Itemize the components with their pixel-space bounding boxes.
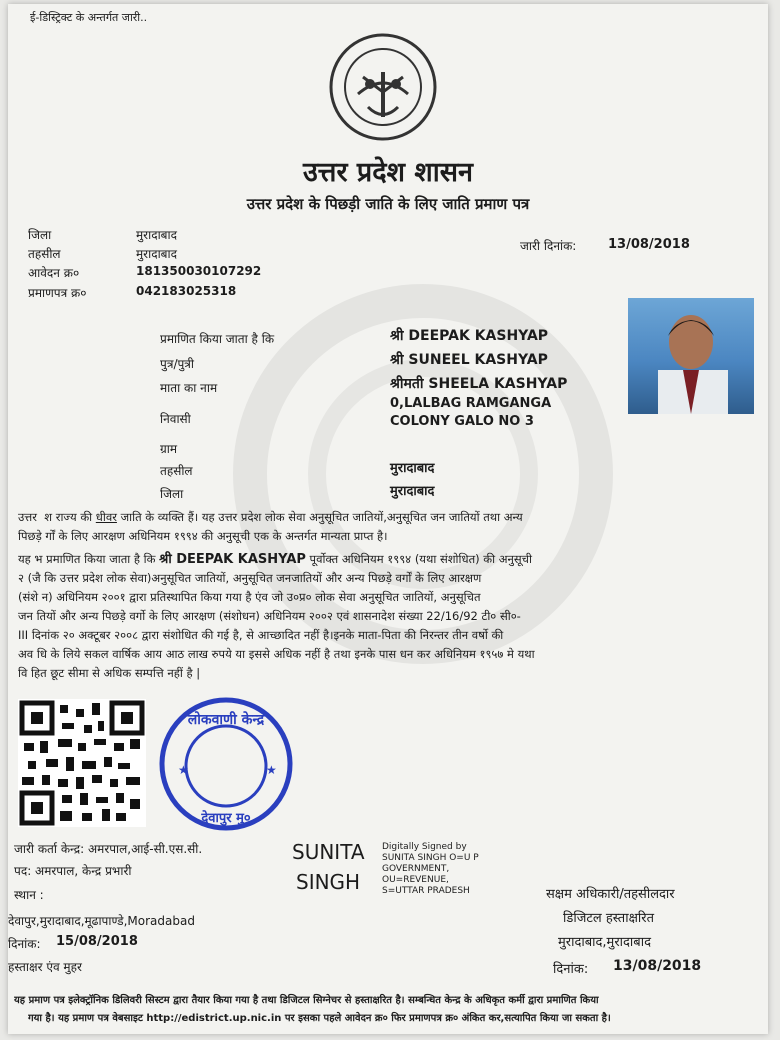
digital-sign-line-3: GOVERNMENT, [382, 864, 450, 874]
up-government-seal-icon [328, 32, 438, 142]
signer-name-1: SUNITA [292, 840, 365, 864]
issuer-centre: जारी कर्ता केन्द्र: अमरपाल,आई-सी.एस.सी. [14, 842, 203, 856]
digital-sign-line-1: Digitally Signed by [382, 842, 467, 852]
detail-tehsil-label: तहसील [160, 464, 193, 478]
issuer-date-label: दिनांक: [8, 937, 41, 951]
header-note: ई-डिस्ट्रिक्ट के अन्तर्गत जारी.. [30, 11, 148, 24]
issue-date-label: जारी दिनांक: [520, 239, 577, 253]
authority-date-label: दिनांक: [553, 962, 589, 977]
application-label: आवेदन क्र० [28, 266, 80, 280]
issuer-date: 15/08/2018 [56, 934, 138, 949]
applicant-name: श्री DEEPAK KASHYAP [390, 328, 549, 344]
footer-line-1: यह प्रमाण पत्र इलेक्ट्रॉनिक डिलिवरी सिस्टम द्वारा तैयार किया गया है तथा डिजिटल सिग्नेचर से हस्ताक्षरित है। सम्बन्धित केन्द्र के अधिकृत कर्मी द्वारा प्रमाणित किया [14, 995, 599, 1006]
detail-tehsil-value: मुरादाबाद [390, 461, 435, 476]
issue-date: 13/08/2018 [608, 237, 690, 252]
tehsil-label: तहसील [28, 247, 61, 261]
svg-text:★: ★ [178, 763, 189, 777]
digital-sign-line-5: S=UTTAR PRADESH [382, 886, 470, 896]
paragraph-2-line-2: २ (जै कि उत्तर प्रदेश लोक सेवा)अनुसूचित जातियों, अनुसूचित जनजातियों और अन्य पिछड़े वर्गों के लिए आरक्षण [18, 571, 482, 585]
signer-name-2: SINGH [296, 870, 361, 894]
paragraph-2 [18, 550, 758, 683]
certificate-page [8, 4, 768, 1034]
tehsil-value: मुरादाबाद [136, 247, 178, 261]
detail-district-label: जिला [160, 487, 184, 501]
paragraph-2-line-3: (संशे न) अधिनियम २००१ द्वारा प्रतिस्थापित किया गया है एंव जो उ०प्र० लोक सेवा अनुसूचित जातियों, अनुसूचित [18, 590, 481, 604]
authority-date: 13/08/2018 [613, 958, 702, 974]
digital-sign-line-4: OU=REVENUE, [382, 875, 449, 885]
footer-line-2: गया है। यह प्रमाण पत्र वेबसाइट http://edistrict.up.nic.in पर इसका पहले आवेदन क्र० फिर प्रमाणपत्र क्र० अंकित कर,सत्यापित किया जा सकता है। [28, 1013, 611, 1024]
issuer-post: पद: अमरपाल, केन्द्र प्रभारी [14, 864, 132, 878]
stamp-top-text: लोकवाणी केन्द्र [187, 712, 265, 728]
residence-line2: COLONY GALO NO 3 [390, 414, 534, 429]
certified-label: प्रमाणित किया जाता है कि [160, 332, 275, 346]
p1-text-b: जाति के व्यक्ति हैं। यह उत्तर प्रदेश लोक सेवा अनुसूचित जातियों,अनुसूचित जन जातियों तथा अन्य [116, 510, 523, 524]
parent-label: पुत्र/पुत्री [160, 357, 195, 371]
p2-applicant-name: श्री DEEPAK KASHYAP [159, 552, 306, 567]
page-title: उत्तर प्रदेश शासन [303, 157, 473, 188]
applicant-photo-icon [628, 298, 754, 414]
paragraph-1-line-2: पिछड़े र्गों के लिए आरक्षण अधिनियम १९९४ की अनुसूची एक के अन्तर्गत मान्यता प्राप्त है। [18, 529, 388, 543]
district-value: मुरादाबाद [136, 228, 178, 242]
svg-text:★: ★ [266, 763, 277, 777]
application-number: 181350030107292 [136, 264, 262, 278]
digital-sign-details [382, 842, 479, 897]
mother-name: श्रीमती SHEELA KASHYAP [390, 376, 568, 392]
certificate-label: प्रमाणपत्र क्र० [28, 286, 87, 300]
district-label: जिला [28, 228, 52, 242]
place-value: देवापुर,मुरादाबाद,मूढापाण्डे,Moradabad [8, 914, 195, 928]
p2-text-b: पूर्वोक्त अधिनियम १९९४ (यथा संशोधित) की अनुसूची [305, 552, 532, 566]
place-label: स्थान : [14, 888, 44, 902]
parent-name: श्री SUNEEL KASHYAP [390, 352, 548, 368]
office-stamp [156, 694, 296, 834]
digital-sign-line-2: SUNITA SINGH O=U P [382, 853, 479, 863]
paragraph-1 [18, 508, 758, 546]
village-label: ग्राम [160, 442, 178, 456]
p2-text-a: यह भ प्रमाणित किया जाता है कि [18, 552, 160, 566]
paragraph-2-line-5: III दिनांक २० अक्टूबर २००८ द्वारा संशोधित की गई है, से आच्छादित नहीं है।इनके माता-पिता की निरन्तर तीन वर्षो की [18, 628, 504, 642]
sign-label: हस्ताक्षर एंव मुहर [8, 960, 82, 974]
caste-name: धीवर [95, 510, 117, 524]
paragraph-1-line-1 [18, 508, 758, 527]
paragraph-2-line-4: जन तियों और अन्य पिछड़े वर्गो के लिए आरक्षण (संशोधन) अधिनियम २००२ एवं शासनादेश संख्या 22/16/92 टी० सी०- [18, 609, 521, 623]
authority-place: मुरादाबाद,मुरादाबाद [558, 935, 651, 950]
p1-text-a: उत्तर ‌ श राज्य की [18, 510, 96, 524]
applicant-photo [628, 298, 754, 414]
paragraph-2-line-1 [18, 550, 758, 569]
paragraph-2-line-7: वि हित छूट सीमा से अधिक सम्पत्ति नहीं है | [18, 666, 201, 680]
paragraph-2-line-6: अव धि के लिये सकल वार्षिक आय आठ लाख रुपये या इससे अधिक नहीं है तथा इनके पास धन कर अधिनियम १९५७ मे यथा [18, 647, 535, 661]
mother-label: माता का नाम [160, 381, 218, 395]
page-subtitle: उत्तर प्रदेश के पिछड़ी जाति के लिए जाति प्रमाण पत्र [246, 195, 530, 213]
authority-digital: डिजिटल हस्ताक्षरित [563, 911, 654, 926]
residence-line1: 0,LALBAG RAMGANGA [390, 396, 552, 411]
residence-label: निवासी [160, 412, 191, 426]
authority-title: सक्षम अधिकारी/तहसीलदार [546, 887, 675, 902]
qr-code-icon [18, 699, 146, 827]
detail-district-value: मुरादाबाद [390, 484, 435, 499]
stamp-bottom-text: देवापुर मु० [201, 811, 251, 826]
certificate-number: 042183025318 [136, 284, 237, 298]
